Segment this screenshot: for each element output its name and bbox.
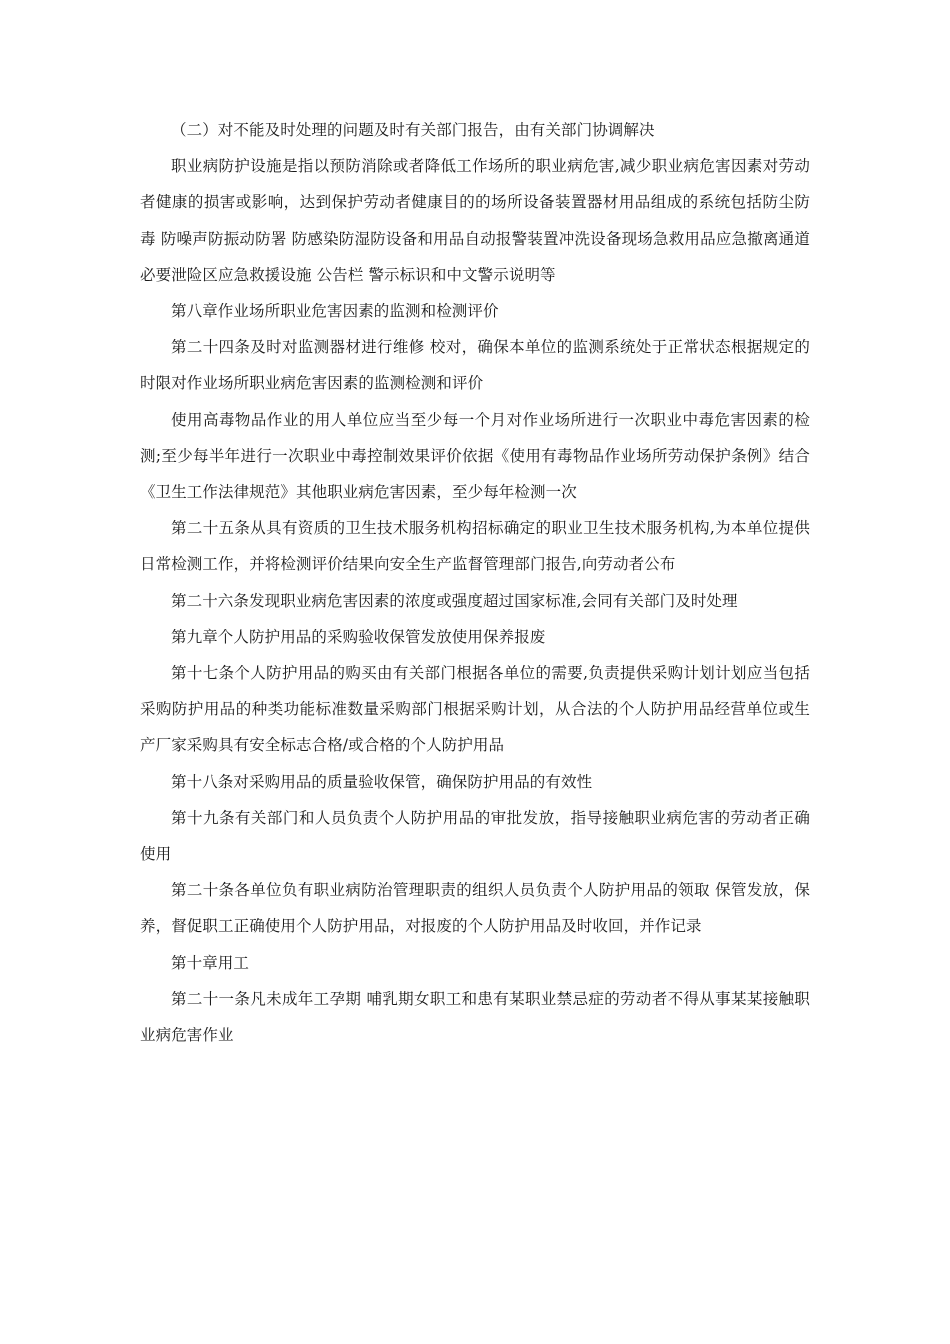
- article-24: 第二十四条及时对监测器材进行维修 校对，确保本单位的监测系统处于正常状态根据规定的时限对作业场所职业病危害因素的监测检测和评价: [140, 338, 810, 393]
- paragraph-protection-facilities: 职业病防护设施是指以预防消除或者降低工作场所的职业病危害,减少职业病危害因素对劳动者健康的损害或影响，达到保护劳动者健康目的的场所设备装置器材用品组成的系统包括防尘防毒 防噪声防振动防署 防感染防湿防设备和用品自动报警装置冲洗设备现场急救用品应急撤离通道 必要泄险区应急救援设施 公告栏 警示标识和中文警示说明等: [140, 157, 810, 284]
- chapter-8-heading: 第八章作业场所职业危害因素的监测和检测评价: [171, 302, 499, 321]
- article-17: 第十七条个人防护用品的购买由有关部门根据各单位的需要,负责提供采购计划计划应当包括采购防护用品的种类功能标准数量采购部门根据采购计划，从合法的个人防护用品经营单位或生产厂家采购具有安全标志合格/或合格的个人防护用品: [140, 664, 810, 755]
- article-19: 第十九条有关部门和人员负责个人防护用品的审批发放，指导接触职业病危害的劳动者正确使用: [140, 808, 810, 864]
- article-26: 第二十六条发现职业病危害因素的浓度或强度超过国家标准,会同有关部门及时处理: [171, 591, 738, 610]
- article-25: 第二十五条从具有资质的卫生技术服务机构招标确定的职业卫生技术服务机构,为本单位提供日常检测工作，并将检测评价结果向安全生产监督管理部门报告,向劳动者公布: [140, 519, 810, 574]
- chapter-10-heading: 第十章用工: [171, 953, 250, 972]
- article-20: 第二十条各单位负有职业病防治管理职责的组织人员负责个人防护用品的领取 保管发放，保养，督促职工正确使用个人防护用品，对报废的个人防护用品及时收回，并作记录: [140, 881, 810, 936]
- paragraph-high-toxicity: 使用高毒物品作业的用人单位应当至少每一个月对作业场所进行一次职业中毒危害因素的检测;至少每半年进行一次职业中毒控制效果评价依据《使用有毒物品作业场所劳动保护条例》结合《卫生工作法律规范》其他职业病危害因素，至少每年检测一次: [140, 410, 810, 502]
- article-18: 第十八条对采购用品的质量验收保管，确保防护用品的有效性: [171, 772, 593, 791]
- document-body: [140, 112, 810, 1053]
- article-21: 第二十一条凡未成年工孕期 哺乳期女职工和患有某职业禁忌症的劳动者不得从事某某接触职业病危害作业: [140, 989, 810, 1045]
- paragraph-section-2: （二）对不能及时处理的问题及时有关部门报告，由有关部门协调解决: [171, 121, 655, 139]
- chapter-9-heading: 第九章个人防护用品的采购验收保管发放使用保养报废: [171, 627, 546, 646]
